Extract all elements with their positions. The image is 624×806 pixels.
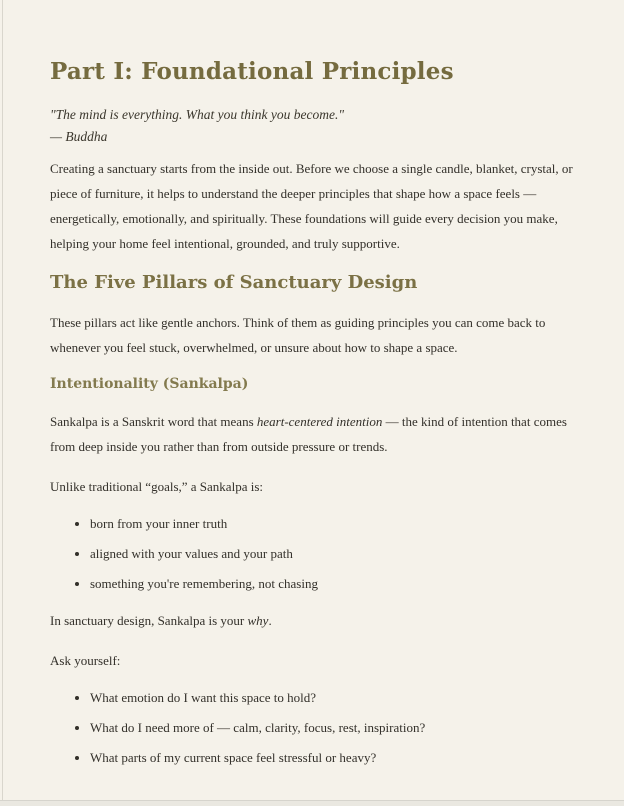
quote-attribution: — Buddha: [50, 129, 108, 144]
pillars-paragraph: These pillars act like gentle anchors. Think of them as guiding principles you can come back to whenever you feel stuck, overwhelmed, or unsure about how to shape a space.: [50, 315, 546, 355]
list-item: • something you're remembering, not chasing: [90, 574, 576, 593]
list-item: • What emotion do I want this space to hold?: [90, 688, 576, 707]
why-text-before: In sanctuary design, Sankalpa is your: [50, 613, 248, 628]
quote-block: [50, 104, 576, 148]
definition-text-after: — the kind of intention that comes from deep inside you rather than from outside pressure or trends.: [50, 414, 567, 454]
page-title: Part I: Foundational Principles: [50, 58, 454, 85]
list-item: • aligned with your values and your path: [90, 544, 576, 563]
why-italic-term: why: [247, 613, 269, 628]
why-text-after: .: [268, 613, 272, 628]
subsection-heading-intentionality: Intentionality (Sankalpa): [50, 376, 249, 392]
list-item: • What do I need more of — calm, clarity, focus, rest, inspiration?: [90, 718, 576, 737]
intro-paragraph: Creating a sanctuary starts from the inside out. Before we choose a single candle, blanket, crystal, or piece of furniture, it helps to understand the deeper principles that shape how a space feels — energetically, emotionally, and spiritually. These foundations will guide every decision you make, helping your home feel intentional, grounded, and truly supportive.: [50, 161, 573, 251]
why-paragraph: [50, 608, 576, 633]
ask-list: [50, 688, 576, 767]
ask-yourself-paragraph: Ask yourself:: [50, 653, 121, 668]
quote-text: "The mind is everything. What you think you become.": [50, 107, 345, 122]
list-item: • What parts of my current space feel stressful or heavy?: [90, 748, 576, 767]
sankalpa-definition-paragraph: [50, 409, 576, 459]
definition-text-before: Sankalpa is a Sanskrit word that means: [50, 414, 257, 429]
list-item: • born from your inner truth: [90, 514, 576, 533]
unlike-goals-paragraph: Unlike traditional “goals,” a Sankalpa is:: [50, 479, 263, 494]
window-bottom-edge: [0, 800, 624, 806]
sankalpa-list: [50, 514, 576, 593]
definition-italic-term: heart-centered intention: [256, 414, 383, 429]
section-heading-pillars: The Five Pillars of Sanctuary Design: [50, 272, 418, 293]
